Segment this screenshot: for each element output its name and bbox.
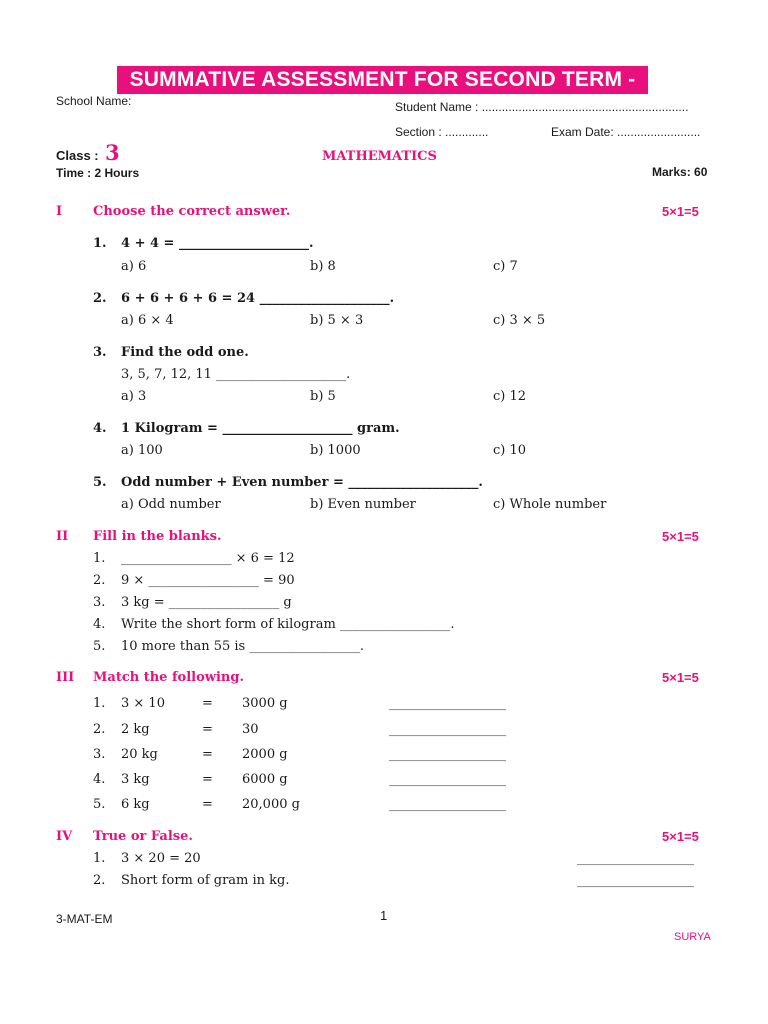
match-equals: = xyxy=(202,772,213,787)
q1-option-c: c) 7 xyxy=(493,259,518,274)
marks-label: Marks: 60 xyxy=(652,165,708,179)
section-3-numeral: III xyxy=(56,670,75,685)
fill-blank-item: 10 more than 55 is _________________. xyxy=(121,639,364,654)
match-left-item: 6 kg xyxy=(121,797,150,812)
match-right-item: 6000 g xyxy=(242,772,288,787)
match-answer-blank: __________________ xyxy=(389,797,506,812)
match-row-number: 5. xyxy=(93,797,106,812)
q3-option-c: c) 12 xyxy=(493,389,527,404)
q5-text: Odd number + Even number = ____________________. xyxy=(121,475,483,490)
match-row-number: 3. xyxy=(93,747,106,762)
section-1-numeral: I xyxy=(56,204,63,219)
q5-option-b: b) Even number xyxy=(310,497,416,512)
fill-blank-number: 5. xyxy=(93,639,106,654)
section-4-title: True or False. xyxy=(93,829,193,844)
subject-title: MATHEMATICS xyxy=(322,149,437,164)
school-name-label: School Name: xyxy=(56,94,132,108)
q1-number: 1. xyxy=(93,236,107,251)
q4-option-a: a) 100 xyxy=(121,443,163,458)
match-row-number: 1. xyxy=(93,696,106,711)
q5-option-a: a) Odd number xyxy=(121,497,221,512)
class-value: 3 xyxy=(105,140,120,165)
q3-sequence: 3, 5, 7, 12, 11 ____________________. xyxy=(121,367,351,382)
match-right-item: 3000 g xyxy=(242,696,288,711)
q3-number: 3. xyxy=(93,345,107,360)
q3-option-b: b) 5 xyxy=(310,389,336,404)
fill-blank-number: 1. xyxy=(93,551,106,566)
match-left-item: 20 kg xyxy=(121,747,158,762)
section-1-marks: 5×1=5 xyxy=(662,204,699,219)
true-false-statement: Short form of gram in kg. xyxy=(121,873,290,888)
fill-blank-item: _________________ × 6 = 12 xyxy=(121,551,295,566)
section-3-marks: 5×1=5 xyxy=(662,670,699,685)
q4-option-b: b) 1000 xyxy=(310,443,361,458)
match-row-number: 4. xyxy=(93,772,106,787)
student-name-label: Student Name : .............................................................. xyxy=(395,100,689,114)
fill-blank-number: 3. xyxy=(93,595,106,610)
q2-option-a: a) 6 × 4 xyxy=(121,313,174,328)
fill-blank-number: 4. xyxy=(93,617,106,632)
match-right-item: 30 xyxy=(242,722,259,737)
section-4-marks: 5×1=5 xyxy=(662,829,699,844)
q1-text: 4 + 4 = ____________________. xyxy=(121,236,314,251)
match-equals: = xyxy=(202,747,213,762)
q5-option-c: c) Whole number xyxy=(493,497,607,512)
match-left-item: 2 kg xyxy=(121,722,150,737)
true-false-number: 1. xyxy=(93,851,106,866)
time-label: Time : 2 Hours xyxy=(56,166,140,180)
section-2-title: Fill in the blanks. xyxy=(93,529,222,544)
section-2-marks: 5×1=5 xyxy=(662,529,699,544)
fill-blank-item: Write the short form of kilogram _________________. xyxy=(121,617,455,632)
q4-text: 1 Kilogram = ____________________ gram. xyxy=(121,421,400,436)
section-4-numeral: IV xyxy=(56,829,73,844)
section-2-numeral: II xyxy=(56,529,69,544)
fill-blank-number: 2. xyxy=(93,573,106,588)
q2-text: 6 + 6 + 6 + 6 = 24 ____________________. xyxy=(121,291,395,306)
true-false-blank: __________________ xyxy=(577,873,694,888)
match-left-item: 3 kg xyxy=(121,772,150,787)
q1-option-b: b) 8 xyxy=(310,259,336,274)
section-1-title: Choose the correct answer. xyxy=(93,204,291,219)
fill-blank-item: 9 × _________________ = 90 xyxy=(121,573,295,588)
match-row-number: 2. xyxy=(93,722,106,737)
true-false-blank: __________________ xyxy=(577,851,694,866)
class-label: Class : xyxy=(56,148,99,163)
fill-blank-item: 3 kg = _________________ g xyxy=(121,595,292,610)
true-false-statement: 3 × 20 = 20 xyxy=(121,851,201,866)
q2-number: 2. xyxy=(93,291,107,306)
match-right-item: 20,000 g xyxy=(242,797,300,812)
q3-text: Find the odd one. xyxy=(121,345,249,360)
section-label: Section : ............. xyxy=(395,125,489,139)
match-left-item: 3 × 10 xyxy=(121,696,165,711)
match-equals: = xyxy=(202,696,213,711)
q1-option-a: a) 6 xyxy=(121,259,147,274)
true-false-number: 2. xyxy=(93,873,106,888)
page-number: 1 xyxy=(380,908,388,923)
match-right-item: 2000 g xyxy=(242,747,288,762)
q2-option-b: b) 5 × 3 xyxy=(310,313,364,328)
match-equals: = xyxy=(202,722,213,737)
publisher-brand: SURYA xyxy=(674,931,711,943)
match-equals: = xyxy=(202,797,213,812)
q4-number: 4. xyxy=(93,421,107,436)
q4-option-c: c) 10 xyxy=(493,443,527,458)
paper-code: 3-MAT-EM xyxy=(56,912,113,926)
match-answer-blank: __________________ xyxy=(389,772,506,787)
exam-title-banner: SUMMATIVE ASSESSMENT FOR SECOND TERM - 2019-20 xyxy=(117,66,648,94)
exam-date-label: Exam Date: ......................... xyxy=(551,125,701,139)
match-answer-blank: __________________ xyxy=(389,747,506,762)
match-answer-blank: __________________ xyxy=(389,722,506,737)
section-3-title: Match the following. xyxy=(93,670,244,685)
match-answer-blank: __________________ xyxy=(389,696,506,711)
q3-option-a: a) 3 xyxy=(121,389,147,404)
q2-option-c: c) 3 × 5 xyxy=(493,313,546,328)
q5-number: 5. xyxy=(93,475,107,490)
